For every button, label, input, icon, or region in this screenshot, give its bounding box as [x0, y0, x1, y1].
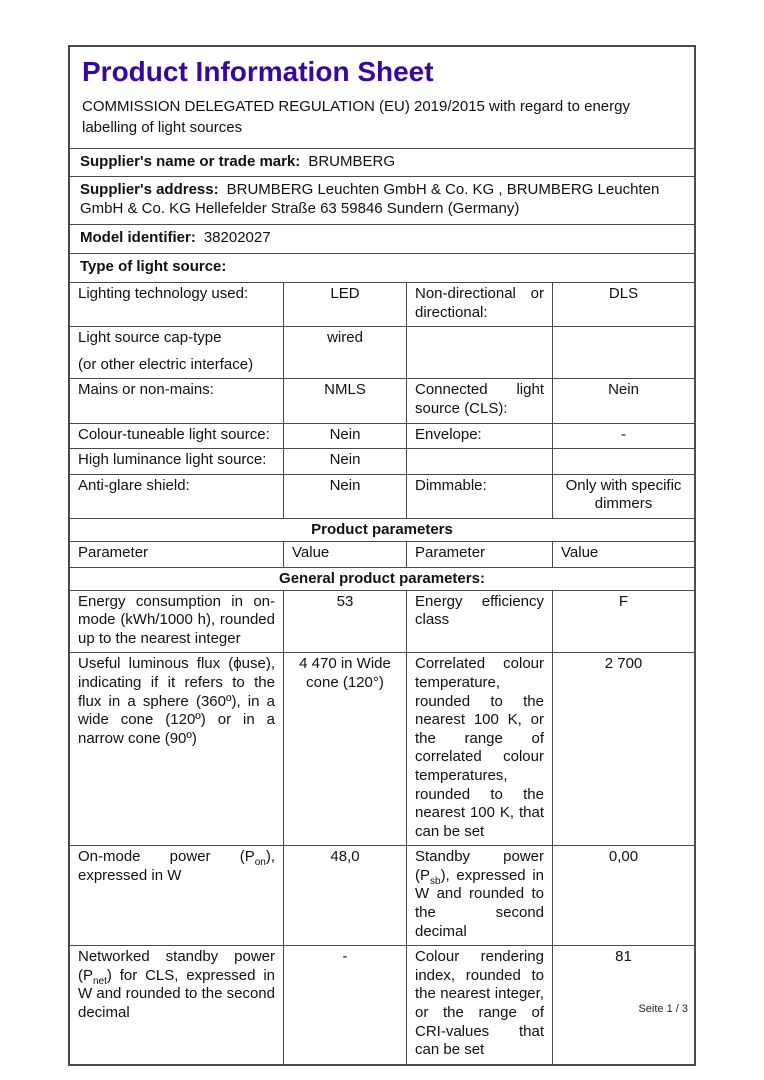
column-header-row: [70, 541, 694, 567]
regulation-subtitle: COMMISSION DELEGATED REGULATION (EU) 2019/2015 with regard to energy labelling of light sources: [82, 97, 630, 136]
model-identifier-value: 38202027: [203, 229, 271, 247]
product-information-sheet: [68, 45, 696, 1066]
param-cell: [406, 327, 552, 378]
param-cell: High luminance light source:: [78, 451, 267, 469]
value-cell: F: [552, 591, 694, 653]
column-header: Parameter: [406, 542, 552, 567]
value-cell: NMLS: [283, 379, 406, 422]
value-cell: Nein: [552, 379, 694, 422]
value-cell: 48,0: [283, 846, 406, 945]
table-row: [70, 448, 694, 474]
table-row: [70, 590, 694, 653]
column-header: Parameter: [78, 543, 149, 561]
supplier-address-value: BRUMBERG Leuchten GmbH & Co. KG , BRUMBERG Leuchten GmbH & Co. KG Hellefelder Straße 63 59846 Sundern (Germany): [80, 181, 660, 218]
page-title: Product Information Sheet: [82, 56, 434, 87]
param-cell: Dimmable:: [406, 475, 552, 518]
supplier-address-row: [70, 176, 694, 224]
param-cell: Envelope:: [406, 424, 552, 449]
general-product-parameters-header: General product parameters:: [70, 567, 694, 590]
param-cell: Non-directional or directional:: [406, 283, 552, 326]
param-cell: Mains or non-mains:: [78, 381, 214, 399]
param-cell: Light source cap-type (or other electric interface): [78, 329, 254, 373]
param-cell: [406, 449, 552, 474]
value-cell: Nein: [283, 449, 406, 474]
param-cell: Colour rendering index, rounded to the nearest integer, or the range of CRI-values that can be set: [406, 946, 552, 1064]
param-cell: Correlated colour temperature, rounded to the nearest 100 K, or the range of correlated colour temperatures, rounded to the nearest 100 K, that can be set: [406, 653, 552, 845]
model-identifier-label: Model identifier:: [80, 229, 196, 247]
supplier-address-label: Supplier's address:: [80, 181, 219, 199]
param-cell: Standby power $(P_{sb})$, expressed in W and rounded to the second decimal: [406, 846, 552, 945]
value-cell: [552, 449, 694, 474]
table-row: [70, 474, 694, 518]
table-row: [70, 945, 694, 1064]
product-parameters-header: Product parameters: [70, 518, 694, 541]
value-cell: 53: [283, 591, 406, 653]
param-cell: Useful luminous flux (ϕuse), indicating if it refers to the flux in a sphere (360º), in a wide cone (120º) or in a narrow cone (90º): [78, 655, 275, 747]
param-cell: On-mode power $(P_{on})$, expressed in W: [78, 848, 275, 884]
value-cell: Only with specific dimmers: [552, 475, 694, 518]
value-cell: 2 700: [552, 653, 694, 845]
table-row: [70, 378, 694, 422]
table-row: [70, 845, 694, 945]
value-cell: 81: [552, 946, 694, 1064]
param-cell: Networked standby power $(P_{net})$ for CLS, expressed in W and rounded to the second decimal: [78, 948, 275, 1022]
value-cell: Nein: [283, 475, 406, 518]
value-cell: 4 470 in Wide cone (120°): [283, 653, 406, 845]
type-of-light-source-header: Type of light source:: [70, 253, 694, 282]
table-row: [70, 326, 694, 378]
value-cell: -: [283, 946, 406, 1064]
page-number: Seite 1 / 3: [638, 1003, 688, 1015]
supplier-name-row: [70, 148, 694, 177]
title-block: [70, 47, 694, 148]
table-row: [70, 423, 694, 449]
value-cell: LED: [283, 283, 406, 326]
param-cell: Energy efficiency class: [406, 591, 552, 653]
param-cell: Lighting technology used:: [78, 285, 249, 303]
table-row: [70, 652, 694, 845]
value-cell: -: [552, 424, 694, 449]
column-header: Value: [552, 542, 694, 567]
value-cell: Nein: [283, 424, 406, 449]
value-cell: wired: [283, 327, 406, 378]
value-cell: 0,00: [552, 846, 694, 945]
value-cell: [552, 327, 694, 378]
column-header: Value: [283, 542, 406, 567]
supplier-name-label: Supplier's name or trade mark:: [80, 152, 301, 170]
param-cell: Energy consumption in on-mode (kWh/1000 h), rounded up to the nearest integer: [78, 592, 275, 647]
param-cell: Colour-tuneable light source:: [78, 425, 270, 443]
value-cell: DLS: [552, 283, 694, 326]
table-row: [70, 282, 694, 326]
supplier-name-value: BRUMBERG: [308, 152, 395, 170]
param-cell: Anti-glare shield:: [78, 476, 190, 494]
param-cell: Connected light source (CLS):: [406, 379, 552, 422]
model-identifier-row: [70, 224, 694, 253]
